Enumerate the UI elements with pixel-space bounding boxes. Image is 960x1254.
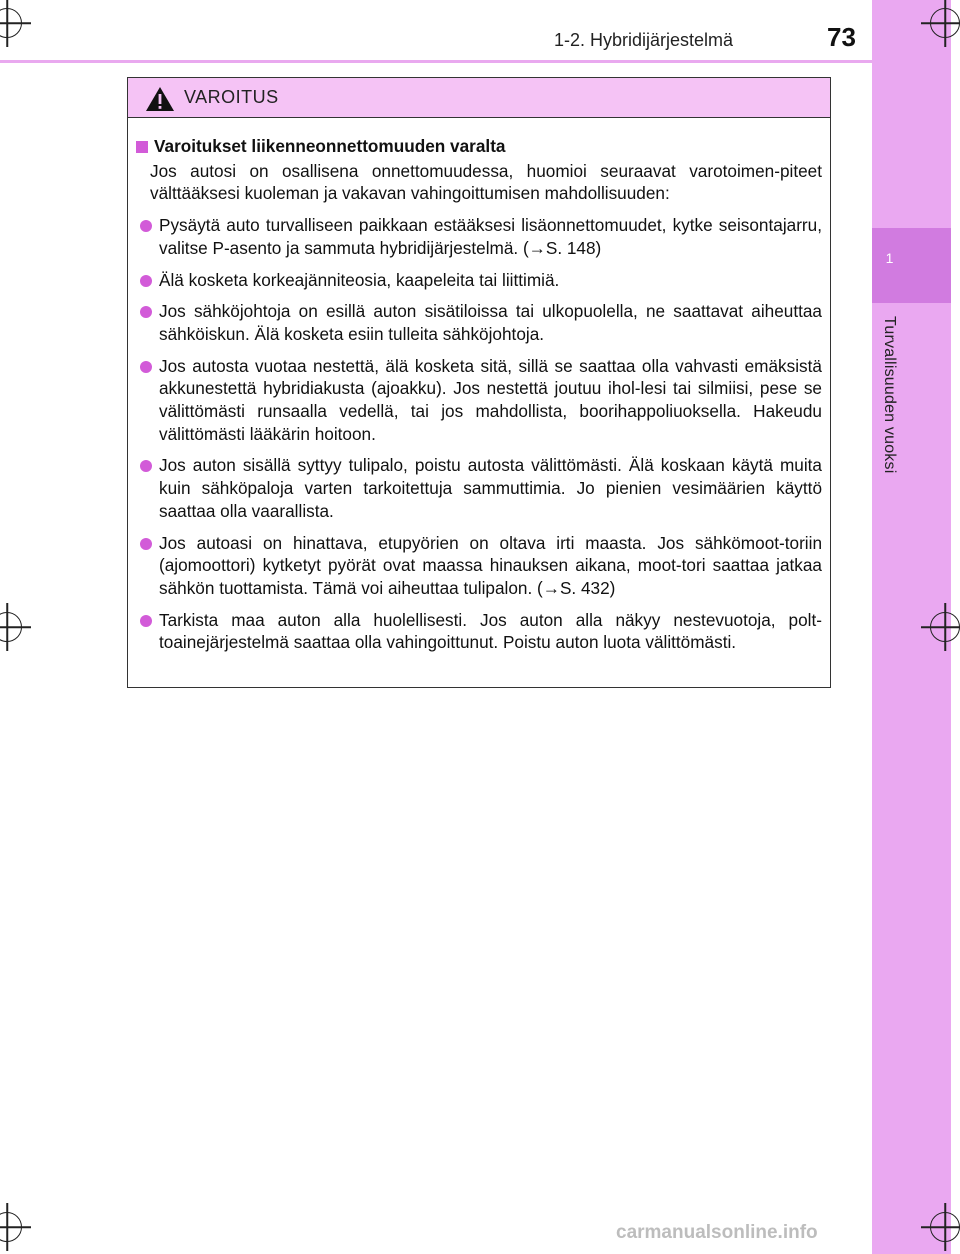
chapter-number: 1 (885, 250, 894, 266)
warning-intro: Jos autosi on osallisena onnettomuudessa, huomioi seuraavat varotoimen-piteet välttääksesi kuoleman ja vakavan vahingoittumisen mahdollisuuden: (150, 160, 822, 204)
list-item-text: Jos sähköjohtoja on esillä auton sisätiloissa tai ulkopuolella, ne saattavat aiheuttaa sähköiskun. Älä kosketa esiin tulleita sähköjohtoja. (159, 301, 822, 344)
list-item-text: Älä kosketa korkeajänniteosia, kaapeleita tai liittimiä. (159, 269, 560, 290)
warning-topic (136, 135, 822, 158)
section-title: 1-2. Hybridijärjestelmä (554, 30, 734, 50)
header-rule (0, 60, 872, 63)
list-item (140, 269, 822, 292)
bullet-dot-icon (140, 275, 152, 287)
watermark: carmanualsonline.info (616, 1222, 818, 1243)
list-item (140, 609, 822, 654)
square-bullet-icon (136, 141, 148, 153)
bullet-dot-icon (140, 460, 152, 472)
list-item (140, 214, 822, 259)
list-item (140, 355, 822, 446)
bullet-dot-icon (140, 538, 152, 550)
bullet-dot-icon (140, 361, 152, 373)
warning-topic-text: Varoitukset liikenneonnettomuuden varalta (154, 136, 506, 156)
list-item-text: Tarkista maa auton alla huolellisesti. Jos auton alla näkyy nestevuotoja, polt-toainejärjestelmä saattaa olla vahingoittunut. Poistu auton luota välittömästi. (159, 609, 822, 653)
registration-mark-icon (0, 612, 22, 642)
list-item (140, 454, 822, 522)
page-number: 73 (827, 22, 856, 52)
registration-mark-icon (930, 612, 960, 642)
registration-mark-icon (930, 1212, 960, 1242)
warning-header (128, 78, 830, 118)
bullet-dot-icon (140, 306, 152, 318)
warning-triangle-icon (145, 86, 175, 112)
registration-mark-icon (930, 8, 960, 38)
list-item-text: Pysäytä auto turvalliseen paikkaan estääksesi lisäonnettomuudet, kytke seisontajarru, valitse P-asento ja sammuta hybridijärjestelmä. (→S. 148) (159, 215, 822, 258)
warning-label: VAROITUS (184, 87, 279, 107)
registration-mark-icon (0, 8, 22, 38)
list-item-text: Jos auton sisällä syttyy tulipalo, poistu autosta välittömästi. Älä koskaan käytä muita kuin sähköpaloja varten tarkoitettuja sammuttimia. Jo pienien vesimäärien käyttö saattaa olla vaarallista. (159, 455, 822, 521)
chapter-name: Turvallisuuden vuoksi (881, 316, 898, 474)
bullet-dot-icon (140, 615, 152, 627)
list-item (140, 532, 822, 600)
list-item-text: Jos autoasi on hinattava, etupyörien on oltava irti maasta. Jos sähkömoot-toriin (ajomoottori) kytketyt pyörät ovat maassa hinauksen aikana, moot-tori saattaa jatkaa sähkön tuottamista. Tämä voi aiheuttaa tulipalon. (→S. 432) (159, 532, 822, 598)
warning-box (127, 77, 831, 688)
list-item (140, 300, 822, 345)
warning-body (128, 118, 830, 654)
bullet-dot-icon (140, 220, 152, 232)
list-item-text: Jos autosta vuotaa nestettä, älä kosketa sitä, sillä se saattaa olla vahvasti emäksistä akkunestettä hybridiakusta (ajoakku). Jos nestettä joutuu ihol-lesi tai silmiisi, pese se välittömästi runsaalla vedellä, tai jos mahdollista, boorihappoliuoksella. Hakeudu välittömästi lääkärin hoitoon. (159, 355, 822, 444)
registration-mark-icon (0, 1212, 22, 1242)
